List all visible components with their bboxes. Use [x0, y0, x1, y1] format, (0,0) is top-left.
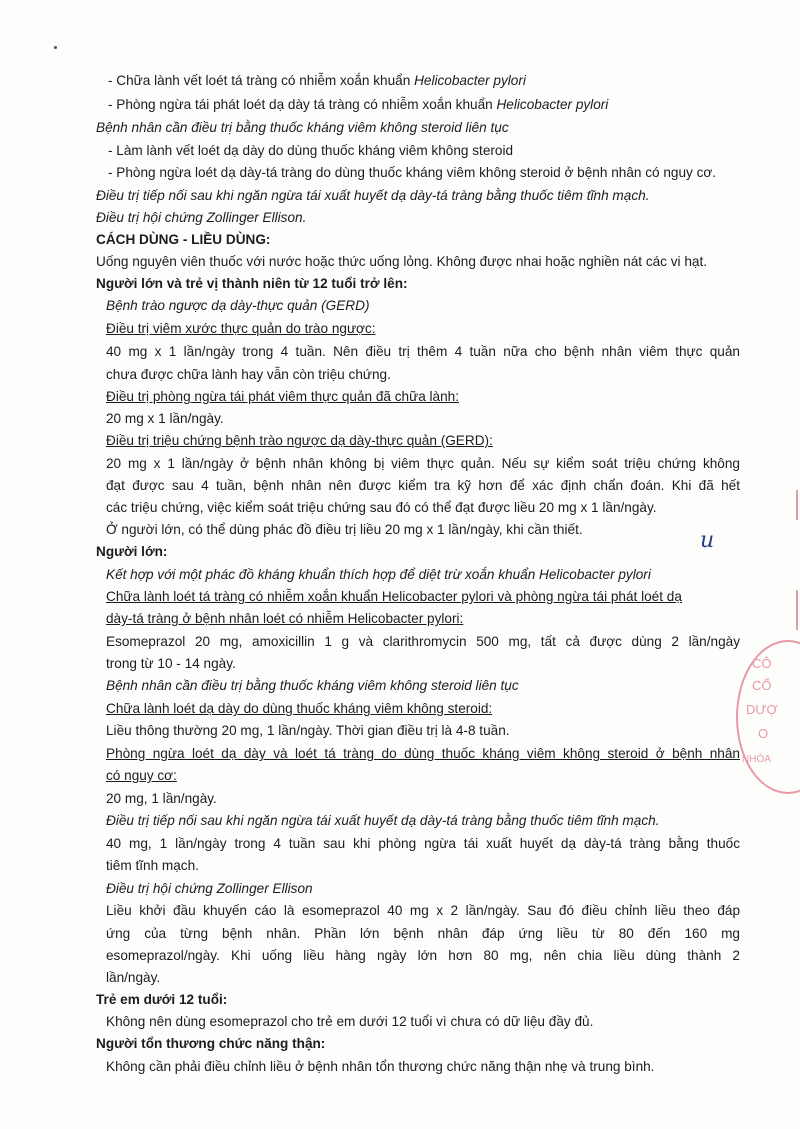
text-line: trong từ 10 - 14 ngày. [106, 656, 236, 671]
text-line: 40 mg, 1 lần/ngày trong 4 tuần sau khi phòng ngừa tái xuất huyết dạ dày-tá tràng bằng thuốc [106, 836, 740, 851]
text-line: Bệnh nhân cần điều trị bằng thuốc kháng viêm không steroid liên tục [106, 678, 519, 693]
text-line: Bệnh trào ngược dạ dày-thực quản (GERD) [106, 298, 370, 313]
text-line: Điều trị hội chứng Zollinger Ellison [106, 881, 313, 896]
text-line: esomeprazol/ngày. Khi uống liều hàng ngày lớn hơn 80 mg, nên chia liều dùng thành 2 [106, 948, 740, 963]
text-line: Bệnh nhân cần điều trị bằng thuốc kháng viêm không steroid liên tục [96, 120, 509, 135]
text-line: - Làm lành vết loét dạ dày do dùng thuốc kháng viêm không steroid [108, 143, 514, 158]
text-line: Không cần phải điều chỉnh liều ở bệnh nhân tổn thương chức năng thận nhẹ và trung bình. [106, 1059, 655, 1074]
text-line: 40 mg x 1 lần/ngày trong 4 tuần. Nên điều trị thêm 4 tuần nữa cho bệnh nhân viêm thực quản [106, 344, 740, 359]
text-line: dày-tá tràng ở bệnh nhân loét có nhiễm Helicobacter pylori: [106, 611, 464, 626]
text-line: Chữa lành loét tá tràng có nhiễm xoắn khuẩn Helicobacter pylori và phòng ngừa tái phát loét dạ [106, 589, 682, 604]
text-line: Điều trị tiếp nối sau khi ngăn ngừa tái xuất huyết dạ dày-tá tràng bằng thuốc tiêm tĩnh mạch. [106, 813, 660, 828]
text-line: Điều trị phòng ngừa tái phát viêm thực quản đã chữa lành: [106, 389, 460, 404]
text-line: có nguy cơ: [106, 768, 177, 783]
text-line: Liều khởi đầu khuyến cáo là esomeprazol 40 mg x 2 lần/ngày. Sau đó điều chỉnh liều theo đáp [106, 903, 740, 918]
subheading: Người lớn và trẻ vị thành niên từ 12 tuổi trở lên: [96, 276, 408, 291]
text-line: Ở người lớn, có thể dùng phác đồ điều trị liều 20 mg x 1 lần/ngày, khi cần thiết. [106, 522, 583, 537]
text-line: 20 mg, 1 lần/ngày. [106, 791, 217, 806]
scan-speck [54, 46, 57, 49]
text-line: Điều trị tiếp nối sau khi ngăn ngừa tái xuất huyết dạ dày-tá tràng bằng thuốc tiêm tĩnh mạch. [96, 188, 650, 203]
text-line: Esomeprazol 20 mg, amoxicillin 1 g và clarithromycin 500 mg, tất cả được dùng 2 lần/ngày [106, 634, 740, 649]
text-line: 20 mg x 1 lần/ngày ở bệnh nhân không bị viêm thực quản. Nếu sự kiểm soát triệu chứng không [106, 456, 740, 471]
red-stamp: CÔ CỔ DƯỢ O NHÓA [736, 640, 800, 794]
text-line: Không nên dùng esomeprazol cho trẻ em dưới 12 tuổi vì chưa có dữ liệu đầy đủ. [106, 1014, 594, 1029]
margin-mark [796, 490, 798, 520]
text-line: tiêm tĩnh mạch. [106, 858, 199, 873]
handwritten-initial: u [700, 528, 715, 553]
subheading: Người lớn: [96, 544, 168, 559]
text-line: Điều trị viêm xước thực quản do trào ngược: [106, 321, 376, 336]
margin-mark [796, 590, 798, 630]
section-heading: CÁCH DÙNG - LIỀU DÙNG: [96, 232, 271, 247]
text-line: Liều thông thường 20 mg, 1 lần/ngày. Thời gian điều trị là 4-8 tuần. [106, 723, 510, 738]
subheading: Người tổn thương chức năng thận: [96, 1036, 326, 1051]
subheading: Trẻ em dưới 12 tuổi: [96, 992, 228, 1007]
text-line: 20 mg x 1 lần/ngày. [106, 411, 224, 426]
text-line: Uống nguyên viên thuốc với nước hoặc thức uống lỏng. Không được nhai hoặc nghiền nát các vi hạt. [96, 254, 708, 269]
text-line: - Phòng ngừa loét dạ dày-tá tràng do dùng thuốc kháng viêm không steroid ở bệnh nhân có nguy cơ. [108, 165, 717, 180]
text-line: chưa được chữa lành hay vẫn còn triệu chứng. [106, 367, 391, 382]
text-line: Kết hợp với một phác đồ kháng khuẩn thích hợp để diệt trừ xoắn khuẩn Helicobacter pylori [106, 567, 651, 582]
text-line: Phòng ngừa loét dạ dày và loét tá tràng do dùng thuốc kháng viêm không steroid ở bệnh nhân [106, 746, 740, 761]
text-line: Chữa lành loét dạ dày do dùng thuốc kháng viêm không steroid: [106, 701, 493, 716]
text-line: Điều trị triệu chứng bệnh trào ngược dạ dày-thực quản (GERD): [106, 433, 493, 448]
text-line: các triệu chứng, việc kiểm soát triệu chứng sau đó có thể đạt được liều 20 mg x 1 lần/ngày. [106, 500, 657, 515]
text-line: lần/ngày. [106, 970, 161, 985]
text-line: Điều trị hội chứng Zollinger Ellison. [96, 210, 307, 225]
text-line: - Phòng ngừa tái phát loét dạ dày tá tràng có nhiễm xoắn khuẩn Helicobacter pylori [108, 97, 609, 112]
text-line: ứng của từng bệnh nhân. Phần lớn bệnh nhân đáp ứng liều từ 80 đến 160 mg [106, 926, 740, 941]
text-line: đạt được sau 4 tuần, bệnh nhân nên được kiểm tra kỹ hơn để xác định chẩn đoán. Khi đã hết [106, 478, 740, 493]
text-line: - Chữa lành vết loét tá tràng có nhiễm xoắn khuẩn Helicobacter pylori [108, 73, 526, 88]
